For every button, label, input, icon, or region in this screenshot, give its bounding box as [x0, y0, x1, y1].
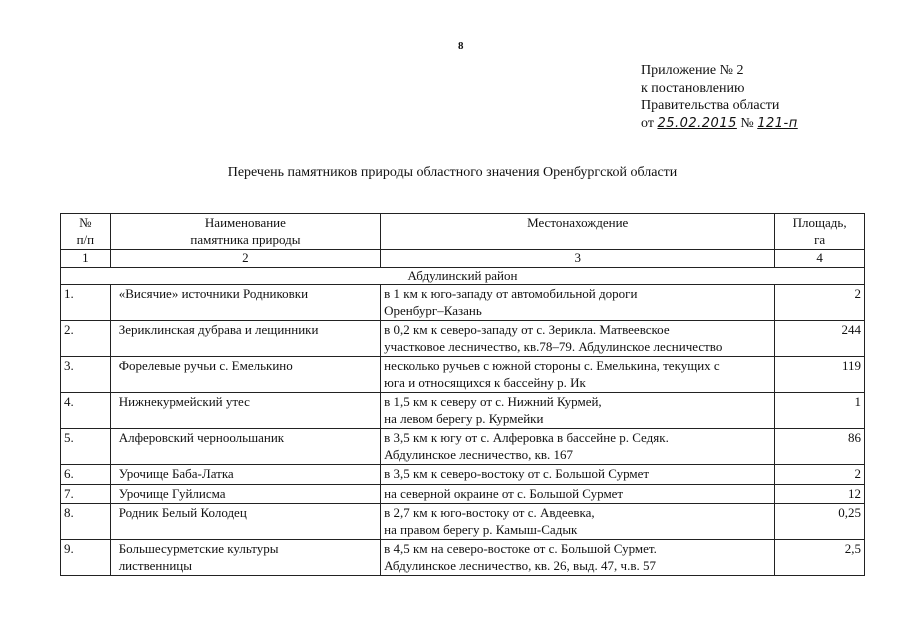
table-row: [61, 393, 865, 429]
monument-location: на северной окраине от с. Большой Сурмет: [381, 484, 775, 504]
row-number: 3.: [61, 357, 111, 393]
table-row: [61, 540, 865, 576]
header-area: Площадь, га: [775, 214, 865, 250]
column-number-row: [61, 250, 865, 268]
monument-name: Родник Белый Колодец: [110, 504, 380, 540]
monument-area: 12: [775, 484, 865, 504]
monument-name: Форелевые ручьи с. Емелькино: [110, 357, 380, 393]
row-number: 4.: [61, 393, 111, 429]
district-row: [61, 267, 865, 285]
row-number: 7.: [61, 484, 111, 504]
header-location: Местонахождение: [381, 214, 775, 250]
monument-name: Урочище Гуйлисма: [110, 484, 380, 504]
row-number: 6.: [61, 465, 111, 485]
monument-name: Урочище Баба-Латка: [110, 465, 380, 485]
row-number: 5.: [61, 429, 111, 465]
monument-area: 2: [775, 285, 865, 321]
number-prefix: №: [740, 115, 754, 131]
table-header-row: [61, 214, 865, 250]
district-name: Абдулинский район: [61, 267, 865, 285]
appendix-line-2: к постановлению: [641, 80, 745, 96]
handwritten-number: 121-п: [757, 115, 798, 131]
appendix-block: [641, 62, 798, 132]
table-row: [61, 504, 865, 540]
monument-location: несколько ручьев с южной стороны с. Емелькина, текущих с юга и относящихся к бассейну р. Ик: [381, 357, 775, 393]
table-row: [61, 465, 865, 485]
row-number: 8.: [61, 504, 111, 540]
table-row: [61, 285, 865, 321]
column-number: 4: [775, 250, 865, 268]
monument-area: 86: [775, 429, 865, 465]
monument-name: Нижнекурмейский утес: [110, 393, 380, 429]
column-number: 1: [61, 250, 111, 268]
monument-name: «Висячие» источники Родниковки: [110, 285, 380, 321]
column-number: 2: [110, 250, 380, 268]
monument-name: Большесурметские культуры лиственницы: [110, 540, 380, 576]
row-number: 1.: [61, 285, 111, 321]
monument-area: 2: [775, 465, 865, 485]
column-number: 3: [381, 250, 775, 268]
handwritten-date: 25.02.2015: [657, 115, 737, 131]
row-number: 2.: [61, 321, 111, 357]
appendix-date-line: [641, 115, 798, 133]
monument-area: 1: [775, 393, 865, 429]
header-name: Наименование памятника природы: [110, 214, 380, 250]
monument-name: Алферовский черноольшаник: [110, 429, 380, 465]
appendix-line-3: Правительства области: [641, 98, 780, 113]
monument-location: в 3,5 км к югу от с. Алферовка в бассейне р. Седяк. Абдулинское лесничество, кв. 167: [381, 429, 775, 465]
nature-monuments-table: [60, 213, 865, 576]
monument-location: в 0,2 км к северо-западу от с. Зерикла. Матвеевское участковое лесничество, кв.78–79. Абдулинское лесничество: [381, 321, 775, 357]
monument-location: в 3,5 км к северо-востоку от с. Большой Сурмет: [381, 465, 775, 485]
table-row: [61, 429, 865, 465]
monument-name: Зериклинская дубрава и лещинники: [110, 321, 380, 357]
monument-location: в 2,7 км к юго-востоку от с. Авдеевка, на правом берегу р. Камыш-Садык: [381, 504, 775, 540]
table-row: [61, 357, 865, 393]
header-no: № п/п: [61, 214, 111, 250]
monument-area: 0,25: [775, 504, 865, 540]
document-title: Перечень памятников природы областного значения Оренбургской области: [227, 165, 678, 180]
row-number: 9.: [61, 540, 111, 576]
monument-area: 244: [775, 321, 865, 357]
monument-area: 119: [775, 357, 865, 393]
date-prefix: от: [641, 115, 654, 131]
monument-location: в 4,5 км на северо-востоке от с. Большой Сурмет. Абдулинское лесничество, кв. 26, выд. 47, ч.в. 57: [381, 540, 775, 576]
page-number: 8: [458, 40, 464, 52]
monument-location: в 1 км к юго-западу от автомобильной дороги Оренбург–Казань: [381, 285, 775, 321]
table-row: [61, 321, 865, 357]
appendix-line-1: Приложение № 2: [641, 63, 744, 78]
monument-area: 2,5: [775, 540, 865, 576]
monument-location: в 1,5 км к северу от с. Нижний Курмей, на левом берегу р. Курмейки: [381, 393, 775, 429]
table-row: [61, 484, 865, 504]
